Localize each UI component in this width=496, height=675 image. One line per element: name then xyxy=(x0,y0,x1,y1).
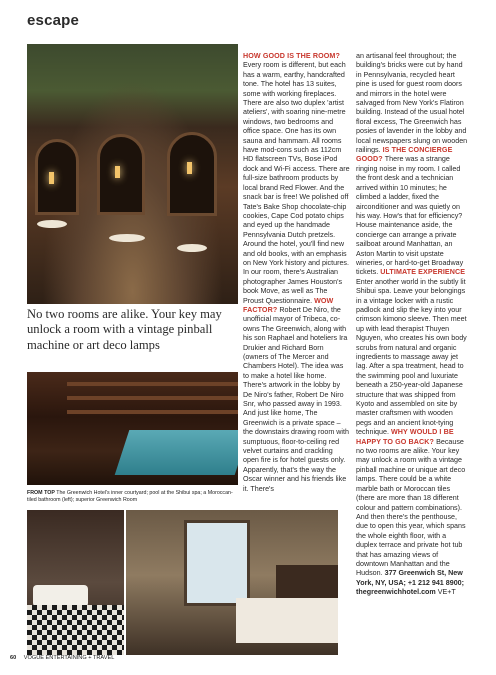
page-footer xyxy=(10,655,114,661)
lamp-glow xyxy=(187,162,192,174)
beam-shape xyxy=(67,382,238,386)
hotel-address: 377 Greenwich St, New York, NY, USA; +1 212 941 8900; thegreenwichhotel.com xyxy=(356,569,465,597)
courtyard-photo xyxy=(27,44,238,304)
paragraph-wow: Robert De Niro, the unofficial mayor of Tribeca, co-owns The Greenwich, along with his son Raphael and hoteliers Ira Drukier and Richard Born (owners of The Mercer and Chambers Hotel). The idea was to make a hotel like home. There's artwork in the lobby by De Niro's father, Robert De Niro Snr, who passed away in 1993. And just like home, The Greenwich is a private space – the downstairs drawing room with sumptuous, floor-to-ceiling red velvet curtains and crackling open fire is for hotel guests only. Apparently, that's the way the Oscar winner and his friends like it. There's xyxy=(243,305,349,493)
paragraph-concierge: There was a strange ringing noise in my room. I called the front desk and a technician arrived within 10 minutes; he climbed a ladder, fixed the airconditioner and was quietly on his way. How's that for efficiency? House maintenance aside, the concierge can arrange a private sailboat around Manhattan, an Aston Martin to visit upstate wineries, or hard-to-get Broadway tickets. xyxy=(356,155,464,277)
page-number: 60 xyxy=(10,655,17,661)
beam-shape xyxy=(67,396,238,400)
lamp-glow xyxy=(115,166,120,178)
article-column-middle xyxy=(243,52,350,494)
heading-go-back: WHY WOULD I BE HAPPY TO GO BACK? xyxy=(356,428,454,446)
paragraph-experience: Enter another world in the subtly lit Shibui spa. Leave your belongings in a vintage locker with a rustic padlock and slip the key into your crimson kimono sleeve. Then meet up with lead therapist Thuyen Nguyen, who creates his own body scrubs from natural and organic ingredients to massage away jet lag. After a spa treatment, head to the swimming pool and luxuriate beneath a 250-year-old Japanese structure that was shipped from Kyoto and assembled on site by master craftsmen with wooden pegs and an ancient knot-tying technique. xyxy=(356,277,467,437)
lamp-glow xyxy=(49,172,54,184)
arch-shape xyxy=(167,132,217,216)
arch-shape xyxy=(35,139,79,215)
photo-caption xyxy=(27,490,239,504)
author-sign: VE+T xyxy=(437,588,456,597)
caption-lead: FROM TOP xyxy=(27,490,55,496)
heading-wow: WOW FACTOR? xyxy=(243,296,334,314)
heading-concierge: IS THE CONCIERGE GOOD? xyxy=(356,146,453,164)
arch-shape xyxy=(97,134,145,215)
heading-room: HOW GOOD IS THE ROOM? xyxy=(243,52,340,60)
heading-experience: ULTIMATE EXPERIENCE xyxy=(380,268,466,277)
bathtub-shape xyxy=(33,585,88,607)
article-column-right xyxy=(356,52,469,598)
pool-photo xyxy=(27,372,238,485)
pool-water xyxy=(115,430,238,475)
table-shape xyxy=(109,234,145,242)
bed-shape xyxy=(236,598,338,643)
caption-text: The Greenwich Hotel's inner courtyard; pool at the Shibui spa; a Moroccan-tiled bathroom (left); superior Greenwich Room xyxy=(27,490,233,504)
paragraph-room: Every room is different, but each has a warm, earthy, handcrafted tone. The hotel has 13 suites, some with working fireplaces. There are also two duplex 'artist ateliers', with soaring nine-metre windows, two bedrooms and office space. One has its own sauna and hammam. All rooms have mod-cons such as 112cm HD flatscreen TVs, Bose iPod dock and Wi-Fi access. There are full-size bathroom products by local brand Red Flower. And the snack bar is free! We polished off Tate's Bake Shop chocolate-chip cookies, Cape Cod potato chips and eyed up the handmade Pennsylvania Dutch pretzels. Around the hotel, you'll find new and old books, with an emphasis on New York history and pictures. In our room, there's Australian photographer James Houston's book Move, as well as The Proust Questionnaire. xyxy=(243,61,350,305)
checker-floor xyxy=(27,605,124,655)
section-title: escape xyxy=(27,12,80,29)
window-shape xyxy=(184,520,250,606)
table-shape xyxy=(37,220,67,228)
paragraph-go-back: Because no two rooms are alike. Your key may unlock a room with a vintage pinball machine or unique art deco lamps. There could be a white marble bath or Moroccan tiles (there are more than 18 different colour and pattern combinations). And then there's the penthouse, due to open this year, which spans the whole eighth floor, with a duplex terrace and private hot tub that has amazing views of downtown Manhattan and the Hudson. xyxy=(356,437,466,578)
publication-name: VOGUE ENTERTAINING + TRAVEL xyxy=(23,655,115,661)
paragraph-artisanal: an artisanal feel throughout; the building's bricks were cut by hand in Pennsylvania, recycled heart pine is used for guest room doors and mirrors in the hotel were salvaged from New York's Flatiron building. Instead of the usual hotel floral excess, The Greenwich has posies of lavender in the lobby and local newspapers slung on wooden railings. xyxy=(356,52,468,155)
room-photo xyxy=(126,510,338,655)
pull-quote: No two rooms are alike. Your key may unlock a room with a vintage pinball machine or art deco lamps xyxy=(27,307,222,352)
beam-shape xyxy=(67,410,238,414)
bathroom-photo xyxy=(27,510,124,655)
table-shape xyxy=(177,244,207,252)
